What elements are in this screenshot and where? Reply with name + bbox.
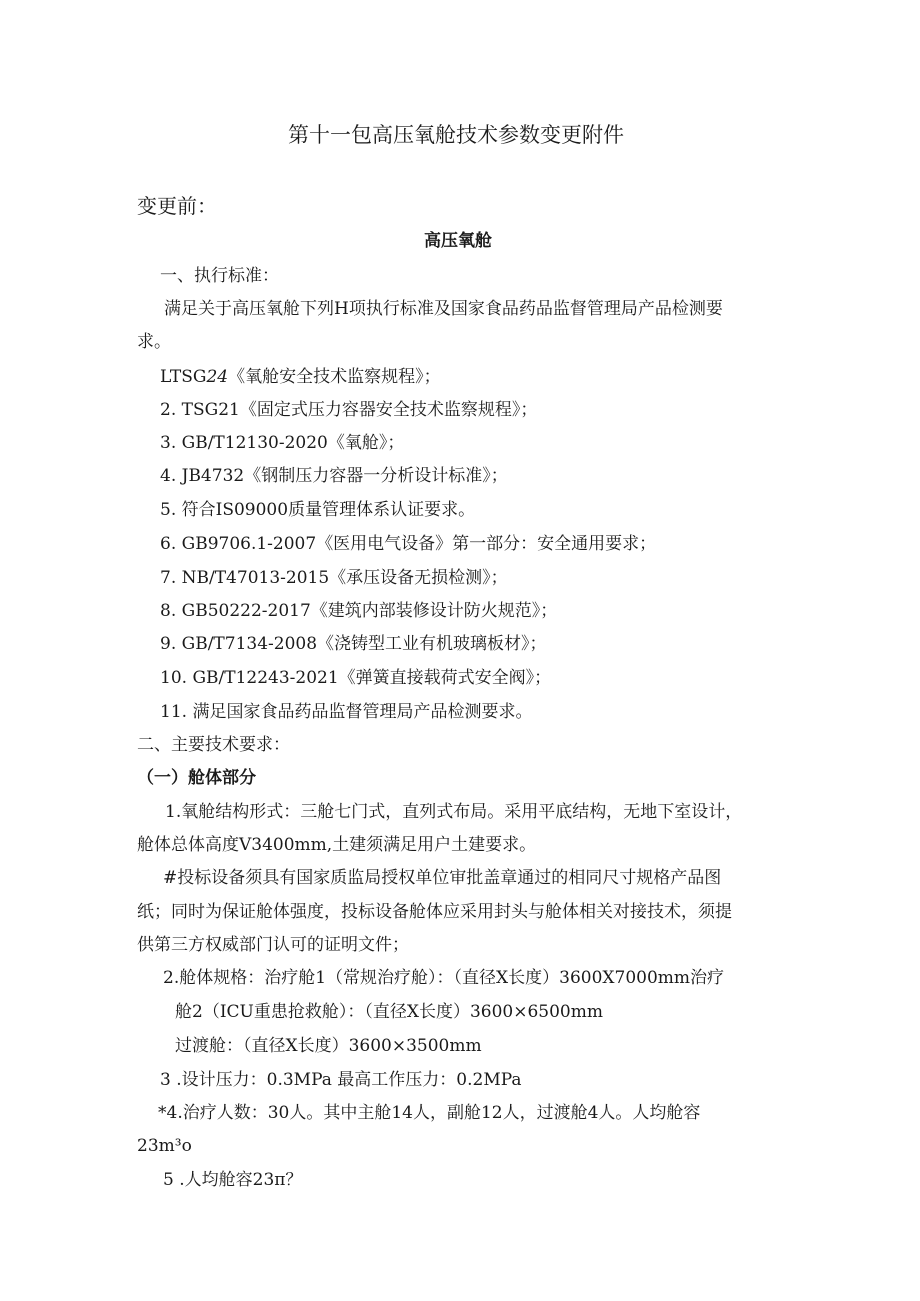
requirement-line: 5 .人均舱容23π？ xyxy=(163,1170,303,1190)
standard-item-1-prefix: LTSG xyxy=(160,367,207,387)
before-change-label: 变更前： xyxy=(137,194,217,218)
requirement-line: 供第三方权威部门认可的证明文件； xyxy=(137,935,409,955)
standard-item-1-text: 《氧舱安全技术监察规程》； xyxy=(228,367,441,387)
standard-item: 9. GB/T7134-2008《浇铸型工业有机玻璃板材》； xyxy=(160,634,547,654)
requirement-line: 2.舱体规格：治疗舱1（常规治疗舱）：（直径X长度）3600X7000mm治疗 xyxy=(163,968,725,988)
page-title: 第十一包高压氧舱技术参数变更附件 xyxy=(288,123,624,147)
standard-item-1-number: 24 xyxy=(206,367,229,387)
requirement-line: 3 .设计压力：0.3MPa 最高工作压力：0.2MPa xyxy=(160,1070,522,1090)
requirement-line: #投标设备须具有国家质监局授权单位审批盖章通过的相同尺寸规格产品图 xyxy=(163,868,722,888)
section2-heading: 二、主要技术要求： xyxy=(137,735,290,755)
standard-item: 11. 满足国家食品药品监督管理局产品检测要求。 xyxy=(160,702,533,722)
standard-item: 6. GB9706.1-2007《医用电气设备》第一部分：安全通用要求； xyxy=(160,534,657,554)
standard-item: 8. GB50222-2017《建筑内部装修设计防火规范》； xyxy=(160,601,558,621)
requirement-line: 过渡舱：（直径X长度）3600×3500mm xyxy=(175,1036,482,1056)
section1-intro-line2: 求。 xyxy=(137,332,171,352)
section2-subheading: （一）舱体部分 xyxy=(137,768,256,788)
standard-item-1 xyxy=(160,366,441,388)
standard-item: 3. GB/T12130-2020《氧舱》； xyxy=(160,433,405,453)
requirement-line: *4.治疗人数：30人。其中主舱14人，副舱12人，过渡舱4人。人均舱容 xyxy=(158,1103,701,1123)
requirement-line: 舱2（ICU重患抢救舱）：（直径X长度）3600×6500mm xyxy=(175,1002,603,1022)
standard-item: 10. GB/T12243-2021《弹簧直接载荷式安全阀》； xyxy=(160,668,552,688)
standard-item: 7. NB/T47013-2015《承压设备无损检测》； xyxy=(160,568,508,588)
section1-heading: 一、执行标准： xyxy=(160,266,279,286)
standard-item: 4. JB4732《钢制压力容器一分析设计标准》； xyxy=(160,466,508,486)
section1-intro-line1: 满足关于高压氧舱下列H项执行标准及国家食品药品监督管理局产品检测要 xyxy=(164,299,723,319)
requirement-line: 纸；同时为保证舱体强度，投标设备舱体应采用封头与舱体相关对接技术，须提 xyxy=(137,902,732,922)
standard-item: 5. 符合IS09000质量管理体系认证要求。 xyxy=(160,500,476,520)
requirement-line: 1.氧舱结构形式：三舱七门式，直列式布局。采用平底结构，无地下室设计， xyxy=(165,802,743,822)
requirement-line: 舱体总体高度V3400mm,土建须满足用户土建要求。 xyxy=(137,835,537,855)
requirement-line: 23m³o xyxy=(137,1136,192,1156)
standard-item: 2. TSG21《固定式压力容器安全技术监察规程》； xyxy=(160,400,538,420)
product-heading: 高压氧舱 xyxy=(424,231,492,251)
